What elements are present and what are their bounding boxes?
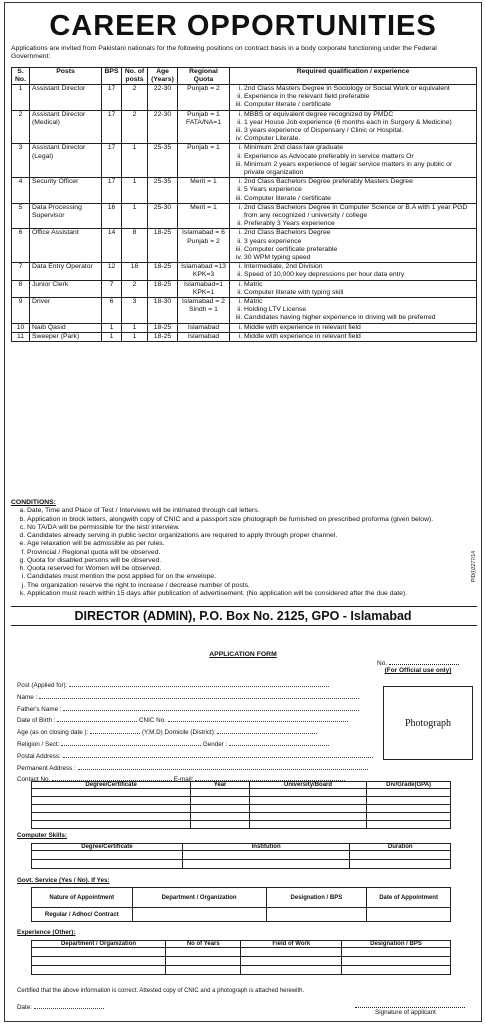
condition-item: j. The organization reserve the right to increase / decrease number of posts. (27, 582, 477, 590)
position-qualifications (230, 229, 477, 263)
position-quota: Islamabad (178, 332, 230, 341)
position-age: 22-30 (148, 85, 178, 111)
condition-item: b. Application in block letters, alongwith copy of CNIC and a passport size photograph be furnished on prescribed proforma (given below). (27, 516, 477, 524)
conditions-list (11, 507, 477, 598)
qualification-item: iv. 30 WPM typing speed (244, 254, 474, 262)
header-no-posts: No. of posts (122, 68, 148, 85)
cs-header-duration: Duration (350, 844, 451, 851)
position-age: 22-30 (148, 110, 178, 144)
header-posts: Posts (30, 68, 102, 85)
computer-skills-row[interactable] (32, 860, 451, 869)
domicile-label: (Y.M.D) Domicile (District): (141, 729, 216, 737)
position-row (12, 298, 477, 324)
cs-header-institution: Institution (182, 844, 350, 851)
qualification-item: iii. Minimum 2 years experience of legal/ service matters in any public or private organization (244, 161, 474, 177)
govt-service-title: Govt. Service (Yes / No). If Yes: (17, 877, 110, 884)
position-age: 25-35 (148, 178, 178, 204)
position-sno: 1 (12, 85, 30, 111)
father-name-field[interactable] (63, 704, 359, 711)
religion-field[interactable] (61, 739, 201, 746)
qualification-item: i. 2nd Class Masters Degree in Sociology or Social Work or equivalent (244, 85, 474, 93)
qualification-item: i. Middle with experience in relevant field (244, 324, 474, 332)
qualification-item: ii. Computer literate with typing skill (244, 289, 474, 297)
position-sno: 5 (12, 203, 30, 229)
page-title: CAREER OPPORTUNITIES (49, 10, 437, 42)
gender-field[interactable] (229, 739, 329, 746)
signature-line[interactable] (355, 1007, 465, 1008)
dob-field[interactable] (57, 715, 137, 722)
gs-header-nature: Nature of Appointment (32, 888, 133, 908)
qualification-item: i. 2nd Class Bachelors Degree in Computer Science or B.A with 1 year PGD from any recognized / university / college (244, 204, 474, 220)
position-bps: 12 (102, 263, 122, 280)
education-header-row (32, 782, 451, 789)
position-quota: Islamabad =13 KPK=3 (178, 263, 230, 280)
position-age: 25-30 (148, 203, 178, 229)
condition-item: f. Provincial / Regional quota will be observed. (27, 549, 477, 557)
positions-table (11, 67, 477, 342)
position-count: 8 (122, 229, 148, 263)
date-field[interactable] (34, 1002, 104, 1009)
condition-item: c. No TA/DA will be permissible for the test/ interview. (27, 524, 477, 532)
qualification-item: i. Matric (244, 298, 474, 306)
position-count: 1 (122, 332, 148, 341)
qualification-item: iii. Candidates having higher experience in driving will be preferred (244, 314, 474, 322)
date-line (17, 1002, 104, 1011)
education-row[interactable] (32, 797, 451, 805)
cs-header-degree: Degree/Certificate (32, 844, 183, 851)
qualification-item: i. Minimum 2nd class law graduate (244, 144, 474, 152)
position-sno: 4 (12, 178, 30, 204)
qualification-item: ii. 3 years experience (244, 238, 474, 246)
position-count: 3 (122, 298, 148, 324)
position-quota: Islamabad=1 KPK=1 (178, 280, 230, 297)
position-row (12, 229, 477, 263)
experience-row[interactable] (32, 948, 451, 957)
qualification-item: iii. Computer literate / certificate (244, 195, 474, 203)
position-quota: Merit = 1 (178, 203, 230, 229)
qualification-item: iv. Computer Literate. (244, 135, 474, 143)
position-count: 1 (122, 144, 148, 178)
gs-header-designation: Designation / BPS (266, 888, 367, 908)
position-quota: Punjab = 1 (178, 144, 230, 178)
photograph-box[interactable]: Photograph (383, 686, 473, 760)
edu-header-grade: Div/Grade(GPA) (367, 782, 451, 789)
permanent-address-field[interactable] (78, 763, 368, 770)
position-count: 2 (122, 280, 148, 297)
qualification-item: iii. Computer certificate preferable (244, 246, 474, 254)
position-sno: 6 (12, 229, 30, 263)
qualification-item: iii. 3 years experience of Dispensary / Clinic or Hospital. (244, 127, 474, 135)
gs-header-department: Department / Organization (132, 888, 266, 908)
position-sno: 7 (12, 263, 30, 280)
position-qualifications (230, 203, 477, 229)
gender-label: Gender : (202, 740, 228, 748)
conditions-section (11, 499, 477, 598)
education-row[interactable] (32, 789, 451, 797)
position-title: Data Entry Operator (30, 263, 102, 280)
gs-appointment-type: Regular / Adhoc/ Contract (32, 908, 133, 922)
no-field[interactable] (389, 664, 459, 665)
postal-address-field[interactable] (63, 751, 373, 758)
position-bps: 7 (102, 280, 122, 297)
qualification-item: ii. Experience in the relevant field preferable (244, 93, 474, 101)
qualification-item: i. Matric (244, 281, 474, 289)
position-age: 18-25 (148, 263, 178, 280)
condition-item: d. Candidates already serving in public sector organizations are required to apply through proper channel. (27, 532, 477, 540)
position-row (12, 203, 477, 229)
header-bps: BPS (102, 68, 122, 85)
position-age: 18-25 (148, 332, 178, 341)
qualification-item: iii. Computer literate / certificate (244, 101, 474, 109)
cnic-field[interactable] (168, 715, 348, 722)
address-line: DIRECTOR (ADMIN), P.O. Box No. 2125, GPO - Islamabad (74, 609, 412, 623)
position-bps: 1 (102, 332, 122, 341)
email-label: E-mail: (173, 776, 194, 784)
position-qualifications (230, 178, 477, 204)
position-row (12, 332, 477, 341)
position-title: Security Officer (30, 178, 102, 204)
position-bps: 14 (102, 229, 122, 263)
position-qualifications (230, 298, 477, 324)
edu-header-degree: Degree/Certificate (32, 782, 191, 789)
position-title: Office Assistant (30, 229, 102, 263)
no-label: No. (377, 660, 388, 667)
govt-header-row (32, 888, 451, 908)
post-label: Post (Applied for): (17, 682, 68, 689)
position-quota: Punjab = 1 FATA/NA=1 (178, 110, 230, 144)
edu-header-university: University/Board (249, 782, 366, 789)
experience-header-row (32, 941, 451, 948)
father-label: Father's Name : (17, 705, 62, 713)
position-bps: 1 (102, 323, 122, 332)
position-age: 18-25 (148, 323, 178, 332)
position-row (12, 280, 477, 297)
position-sno: 2 (12, 110, 30, 144)
position-title: Assistant Director (Legal) (30, 144, 102, 178)
name-label: Name : (17, 693, 38, 701)
education-row[interactable] (32, 821, 451, 829)
domicile-field[interactable] (217, 727, 317, 734)
header-qualification: Required qualification / experience (230, 68, 477, 85)
position-bps: 17 (102, 110, 122, 144)
position-title: Assistant Director (Medical) (30, 110, 102, 144)
position-row (12, 144, 477, 178)
position-sno: 10 (12, 323, 30, 332)
qualification-item: ii. Speed of 10,000 key depressions per hour data entry (244, 271, 474, 279)
position-row (12, 85, 477, 111)
name-field[interactable] (39, 692, 359, 699)
ex-header-department: Department / Organization (32, 941, 166, 948)
gs-header-date: Date of Appointment (367, 888, 451, 908)
position-bps: 17 (102, 144, 122, 178)
postal-label: Postal Address: (17, 752, 61, 760)
qualification-item: ii. Holding LTV License (244, 306, 474, 314)
education-table (31, 781, 451, 829)
computer-skills-row[interactable] (32, 851, 451, 860)
qualification-item: ii. 5 Years experience (244, 186, 474, 194)
position-count: 1 (122, 203, 148, 229)
religion-label: Religion / Sect: (17, 740, 60, 748)
position-sno: 3 (12, 144, 30, 178)
position-title: Data Processing Supervisor (30, 203, 102, 229)
publication-code: PID(I)3277/14 (471, 551, 477, 583)
position-qualifications (230, 323, 477, 332)
position-bps: 17 (102, 85, 122, 111)
conditions-title: CONDITIONS: (11, 499, 56, 506)
advertisement-page (4, 2, 482, 1022)
divider (11, 625, 477, 626)
ex-header-field: Field of Work (241, 941, 342, 948)
header-age: Age (Years) (148, 68, 178, 85)
position-bps: 17 (102, 178, 122, 204)
position-quota: Islamabad = 6 Punjab = 2 (178, 229, 230, 263)
age-field[interactable] (90, 727, 140, 734)
qualification-item: ii. Preferably 3 Years experience (244, 220, 474, 228)
position-quota: Islamabad = 2 Sindh = 1 (178, 298, 230, 324)
experience-table (31, 940, 451, 975)
qualification-item: ii. Experience as Advocate preferably in service matters Or (244, 153, 474, 161)
condition-item: k. Application must reach within 15 days after publication of advertisement. (No application will be considered after the due date). (27, 590, 477, 598)
position-title: Sweeper (Park) (30, 332, 102, 341)
position-title: Assistant Director (30, 85, 102, 111)
position-count: 2 (122, 85, 148, 111)
condition-item: e. Age relaxation will be admissible as per rules. (27, 540, 477, 548)
positions-header-row (12, 68, 477, 85)
position-title: Driver (30, 298, 102, 324)
education-row[interactable] (32, 805, 451, 813)
position-row (12, 178, 477, 204)
header-sno: S. No. (12, 68, 30, 85)
position-qualifications (230, 332, 477, 341)
position-quota: Punjab = 2 (178, 85, 230, 111)
position-quota: Merit = 1 (178, 178, 230, 204)
position-age: 25-35 (148, 144, 178, 178)
position-count: 1 (122, 323, 148, 332)
experience-row[interactable] (32, 957, 451, 966)
condition-item: a. Date, Time and Place of Test / Interviews will be intimated through call letters. (27, 507, 477, 515)
position-qualifications (230, 110, 477, 144)
position-row (12, 110, 477, 144)
experience-title: Experience (Other): (17, 929, 76, 936)
contact-label: Contact No. (17, 776, 51, 784)
edu-header-year: Year (191, 782, 250, 789)
qualification-item: i. Intermediate, 2nd Division (244, 263, 474, 271)
applicant-fields (17, 680, 373, 786)
position-age: 18-30 (148, 298, 178, 324)
position-qualifications (230, 263, 477, 280)
signature-label: Signature of applicant (375, 1009, 436, 1016)
position-title: Junior Clerk (30, 280, 102, 297)
position-count: 1 (122, 178, 148, 204)
qualification-item: i. MBBS or equivalent degree recognized by PMDC (244, 111, 474, 119)
official-number-box (377, 660, 459, 674)
qualification-item: ii. 1 year House Job experience (6 months each in Surgery & Medicine) (244, 119, 474, 127)
qualification-item: i. 2nd Class Bachelors Degree (244, 229, 474, 237)
experience-row[interactable] (32, 966, 451, 975)
intro-text: Applications are invited from Pakistani nationals for the following positions on contract basis in a body corporate functioning under the Federal Government: (11, 45, 437, 61)
condition-item: g. Quota for disabled persons will be observed. (27, 557, 477, 565)
dob-label: Date of Birth : (17, 717, 56, 725)
position-age: 18-25 (148, 229, 178, 263)
ex-header-designation: Designation / BPS (342, 941, 451, 948)
ex-header-years: No of Years (166, 941, 241, 948)
position-sno: 11 (12, 332, 30, 341)
position-qualifications (230, 85, 477, 111)
cnic-label: CNIC No. (139, 717, 166, 725)
certification-text: Certified that the above information is correct. Attested copy of CNIC and a photograph is attached herewith. (17, 988, 305, 994)
official-use-label: (For Official use only) (384, 667, 452, 674)
position-age: 18-25 (148, 280, 178, 297)
permanent-label: Permanent Address : (17, 764, 76, 772)
header-quota: Regional Quota (178, 68, 230, 85)
computer-header-row (32, 844, 451, 851)
position-qualifications (230, 144, 477, 178)
position-qualifications (230, 280, 477, 297)
govt-service-row[interactable] (32, 908, 451, 922)
position-bps: 6 (102, 298, 122, 324)
condition-item: i. Candidates must mention the post applied for on the envelope. (27, 573, 477, 581)
computer-skills-title: Computer Skills: (17, 832, 68, 839)
position-count: 2 (122, 110, 148, 144)
position-row (12, 263, 477, 280)
position-quota: Islamabad (178, 323, 230, 332)
condition-item: h. Quota reserved for Women will be observed. (27, 565, 477, 573)
post-field[interactable] (69, 680, 329, 687)
position-sno: 8 (12, 280, 30, 297)
age-label: Age (as on closing date ): (17, 729, 89, 737)
qualification-item: i. Middle with experience in relevant field (244, 333, 474, 341)
position-title: Naib Qasid (30, 323, 102, 332)
govt-service-table (31, 887, 451, 922)
divider (11, 606, 477, 607)
position-bps: 16 (102, 203, 122, 229)
qualification-item: i. 2nd Class Bachelors Degree preferably Masters Degree (244, 178, 474, 186)
position-sno: 9 (12, 298, 30, 324)
position-count: 16 (122, 263, 148, 280)
form-title: APPLICATION FORM (209, 651, 277, 658)
education-row[interactable] (32, 813, 451, 821)
position-row (12, 323, 477, 332)
date-label: Date: (17, 1004, 33, 1011)
computer-skills-table (31, 843, 451, 869)
